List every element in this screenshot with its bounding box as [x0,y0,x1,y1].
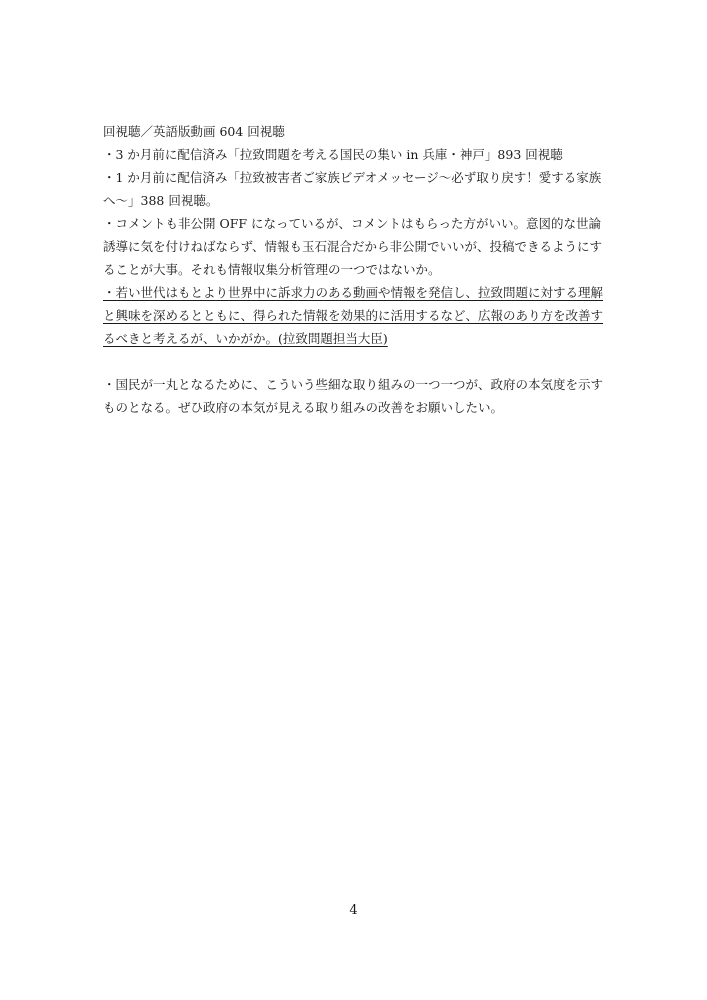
text-line: ・コメントも非公開 OFF になっているが、コメントはもらった方がいい。意図的な世論 [103,216,602,231]
text-line: 回視聴／英語版動画 604 回視聴 [103,124,285,139]
underlined-question-line: と興味を深めるとともに、得られた情報を効果的に活用するなど、広報のあり方を改善す [103,308,604,323]
underlined-question-line-wrapper [103,327,603,350]
text-line: 誘導に気を付けねばならず、情報も玉石混合だから非公開でいいが、投稿できるようにす [103,239,603,254]
underlined-question-line: ・若い世代はもとより世界中に訴求力のある動画や情報を発信し、拉致問題に対する理解 [103,285,604,300]
paragraph-gap [103,350,603,373]
text-line: ・1 か月前に配信済み「拉致被害者ご家族ビデオメッセージ～必ず取り戻す！愛する家族 [103,170,602,185]
text-line: ・3 か月前に配信済み「拉致問題を考える国民の集い in 兵庫・神戸」893 回視聴 [103,147,563,162]
text-line: ることが大事。それも情報収集分析管理の一つではないか。 [103,262,441,277]
text-line: へ～」388 回視聴。 [103,193,219,208]
text-line: ・国民が一丸となるために、こういう些細な取り組みの一つ一つが、政府の本気度を示す [103,377,604,392]
underlined-question-line: るべきと考えるが、いかがか。(拉致問題担当大臣) [103,331,388,346]
document-body [103,120,603,419]
text-line: ものとなる。ぜひ政府の本気が見える取り組みの改善をお願いしたい。 [103,400,504,415]
page-number: 4 [349,903,358,918]
